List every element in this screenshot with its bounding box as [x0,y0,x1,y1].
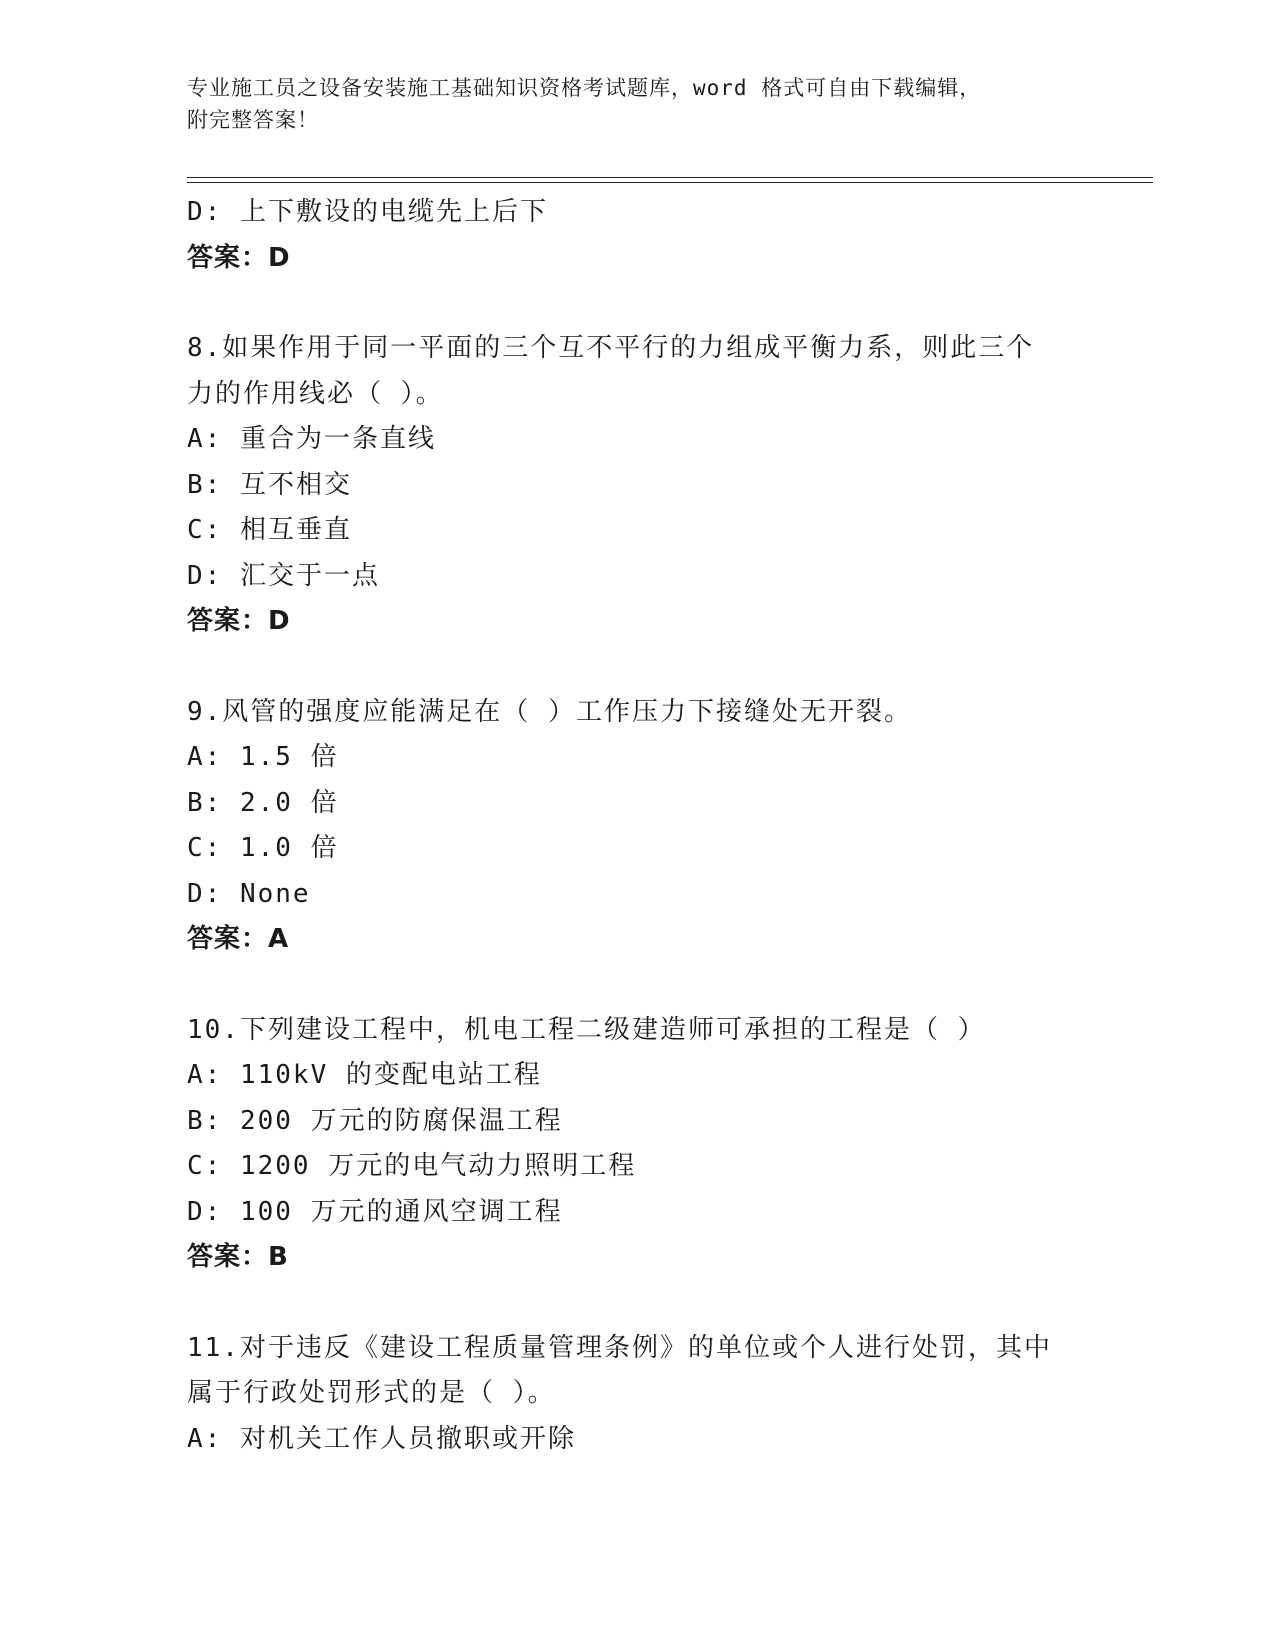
header-divider-bottom [187,182,1153,183]
option-c: C: 1200 万元的电气动力照明工程 [187,1151,637,1181]
option-d: D: 100 万元的通风空调工程 [187,1196,563,1227]
question-text-line-2: 力的作用线必（ ）。 [187,378,444,409]
answer: 答案：D [187,606,291,636]
question-text-line-1: 11.对于违反《建设工程质量管理条例》的单位或个人进行处罚，其中 [187,1332,1052,1363]
option-b: B: 2.0 倍 [187,787,339,818]
option-a: A: 110kV 的变配电站工程 [187,1060,542,1090]
question-text-line-2: 属于行政处罚形式的是（ ）。 [187,1378,556,1408]
option-a: A: 对机关工作人员撤职或开除 [187,1423,576,1454]
header-line-1: 专业施工员之设备安装施工基础知识资格考试题库，word 格式可自由下载编辑， [187,76,982,100]
option-a: A: 1.5 倍 [187,742,339,772]
option-c: C: 1.0 倍 [187,833,339,863]
question-text-line-1: 9.风管的强度应能满足在（ ）工作压力下接缝处无开裂。 [187,696,912,727]
question-text-line-1: 10.下列建设工程中，机电工程二级建造师可承担的工程是（ ） [187,1014,986,1045]
answer: 答案：B [187,1242,289,1272]
question-8 [187,326,1147,645]
option-a: A: 重合为一条直线 [187,424,436,454]
header-divider-top [187,177,1153,178]
option-b: B: 200 万元的防腐保温工程 [187,1105,563,1136]
question-11 [187,1326,1147,1463]
answer: 答案：A [187,924,290,954]
answer: 答案：D [187,242,291,273]
question-content [187,190,1147,1462]
header-line-2: 附完整答案！ [187,108,319,132]
document-header [187,72,1087,136]
option-d: D: None [187,878,311,909]
option-c: C: 相互垂直 [187,515,352,545]
option-d: D: 汇交于一点 [187,560,380,591]
previous-question-tail [187,190,1147,281]
question-9 [187,690,1147,963]
option-d: D: 上下敷设的电缆先上后下 [187,197,548,227]
question-text-line-1: 8.如果作用于同一平面的三个互不平行的力组成平衡力系，则此三个 [187,333,1035,363]
option-b: B: 互不相交 [187,469,352,500]
question-10 [187,1008,1147,1281]
